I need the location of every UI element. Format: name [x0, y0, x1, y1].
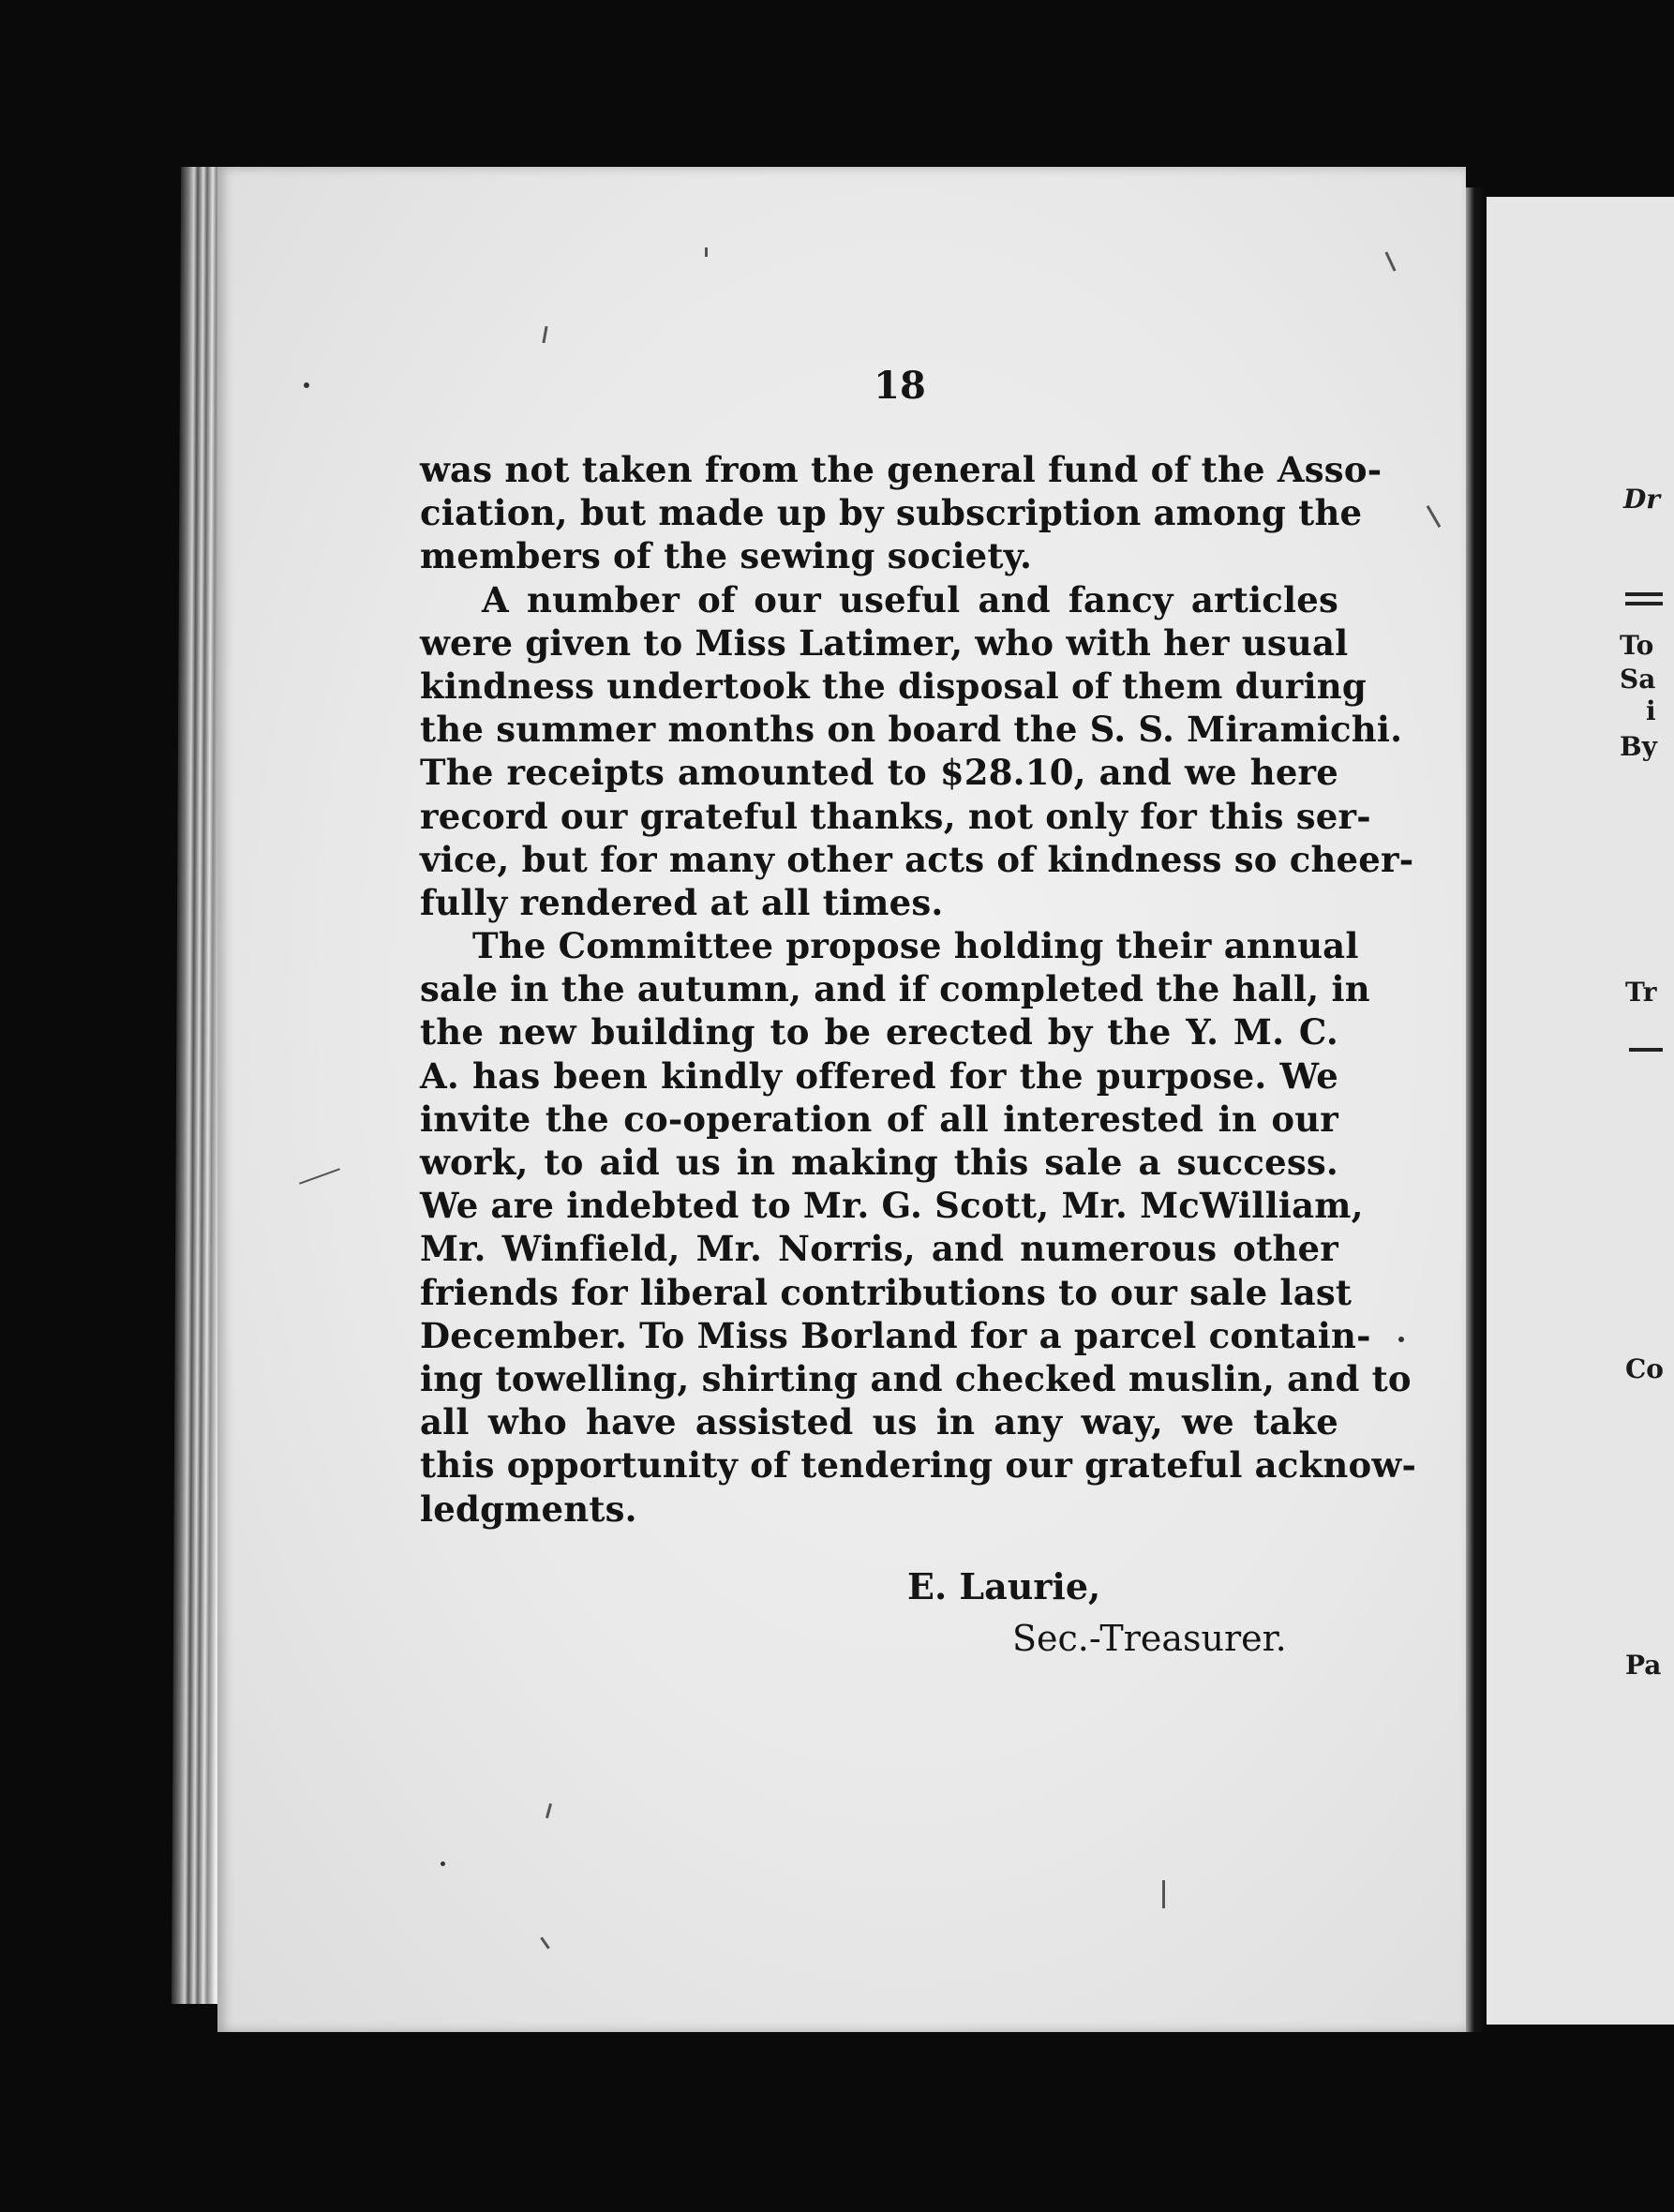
text-line: Mr. Winfield, Mr. Norris, and numerous other — [420, 1228, 1338, 1270]
facing-page-rule — [1625, 592, 1663, 596]
right-page-partial — [1487, 197, 1674, 2025]
text-line: ciation, but made up by subscription among the — [420, 492, 1363, 534]
body-text — [420, 448, 1417, 1531]
text-line: the summer months on board the S. S. Miramichi. — [420, 709, 1403, 751]
book-gutter — [1466, 187, 1487, 2032]
text-line: this opportunity of tendering our grateful acknow- — [420, 1444, 1417, 1487]
text-line: We are indebted to Mr. G. Scott, Mr. McWilliam, — [420, 1185, 1364, 1227]
facing-page-fragment: By — [1620, 731, 1657, 762]
text-line: kindness undertook the disposal of them during — [420, 665, 1367, 707]
facing-page-fragment: Co — [1625, 1353, 1664, 1384]
facing-page-fragment: Sa — [1620, 664, 1656, 695]
scan-speck — [441, 1861, 445, 1866]
text-line: vice, but for many other acts of kindness so cheer- — [420, 838, 1414, 880]
text-line: the new building to be erected by the Y. M. C. — [420, 1011, 1338, 1054]
text-line: fully rendered at all times. — [420, 881, 944, 923]
signature-name: E. Laurie, — [907, 1565, 1101, 1607]
text-line: The receipts amounted to $28.10, and we here — [420, 752, 1338, 794]
facing-page-fragment: Pa — [1625, 1650, 1662, 1681]
facing-page-rule — [1625, 602, 1663, 605]
scan-speck — [304, 382, 309, 388]
text-line: all who have assisted us in any way, we take — [420, 1401, 1338, 1443]
text-line: sale in the autumn, and if completed the hall, in — [420, 968, 1370, 1010]
facing-page-fragment: Tr — [1625, 977, 1657, 1008]
text-line: The Committee propose holding their annual — [472, 925, 1359, 967]
text-line: ledgments. — [420, 1487, 637, 1530]
facing-page-fragment: To — [1620, 630, 1654, 661]
scan-mark — [705, 247, 708, 257]
scan-speck — [1398, 1337, 1404, 1342]
page-number: 18 — [874, 364, 926, 408]
text-line: was not taken from the general fund of the Asso- — [420, 449, 1383, 490]
facing-page-rule — [1629, 1048, 1663, 1052]
text-line: A number of our useful and fancy articles — [482, 578, 1338, 620]
text-line: friends for liberal contributions to our sale last — [420, 1271, 1353, 1313]
text-line: December. To Miss Borland for a parcel contain- — [420, 1314, 1371, 1356]
text-line: ing towelling, shirting and checked muslin, and to — [420, 1357, 1412, 1399]
scan-mark — [1162, 1880, 1165, 1908]
signature-title: Sec.-Treasurer. — [1012, 1618, 1287, 1659]
facing-page-fragment: i — [1646, 695, 1656, 726]
text-line: invite the co-operation of all interested in our — [420, 1098, 1338, 1140]
text-line: work, to aid us in making this sale a success. — [420, 1142, 1338, 1183]
text-line: A. has been kindly offered for the purpose. We — [420, 1054, 1338, 1097]
text-line: members of the sewing society. — [420, 535, 1033, 577]
facing-page-fragment: Dr — [1623, 484, 1661, 515]
text-line: were given to Miss Latimer, who with her usual — [420, 621, 1349, 664]
text-line: record our grateful thanks, not only for this ser- — [420, 795, 1371, 837]
